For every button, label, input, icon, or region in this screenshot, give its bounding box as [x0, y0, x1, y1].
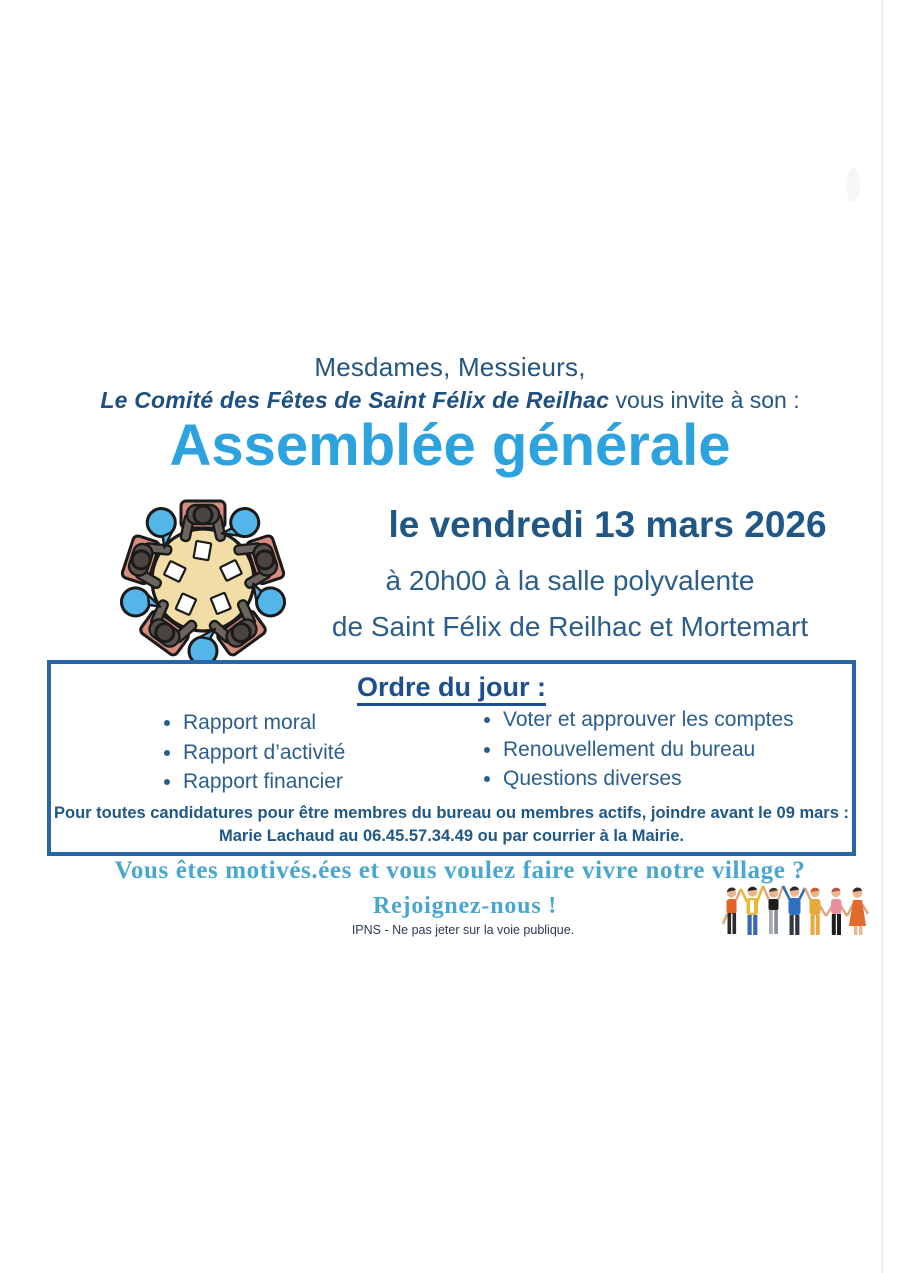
agenda-heading	[51, 672, 852, 703]
agenda-list-left	[161, 708, 345, 797]
people-group-icon	[720, 872, 872, 948]
tagline-question: Vous êtes motivés.ées et vous voulez faire vivre notre village ?	[114, 857, 806, 884]
salutation-text: Mesdames, Messieurs,	[314, 352, 586, 382]
person-figure	[826, 888, 847, 935]
invite-suffix: vous invite à son :	[609, 387, 800, 413]
agenda-item: • Questions diverses	[503, 764, 794, 794]
tagline-cta: Rejoignez-nous !	[372, 893, 558, 919]
agenda-item: • Voter et approuver les comptes	[503, 705, 794, 735]
person-figure	[783, 886, 805, 935]
agenda-heading-text: Ordre du jour :	[357, 672, 546, 706]
person-figure	[847, 887, 868, 935]
candidature-note-line1: Pour toutes candidatures pour être membres du bureau ou membres actifs, joindre avant le 09 mars :	[54, 804, 849, 822]
agenda-item: • Renouvellement du bureau	[503, 735, 794, 765]
event-location: de Saint Félix de Reilhac et Mortemart	[331, 611, 809, 642]
agenda-item: • Rapport financier	[183, 767, 345, 797]
person-figure	[723, 888, 741, 934]
meeting-table-icon	[112, 492, 294, 664]
person-figure	[763, 886, 783, 934]
page-title: Assemblée générale	[169, 413, 731, 478]
person-figure	[741, 886, 763, 935]
scan-artifact-line	[881, 0, 883, 1273]
print-notice: IPNS - Ne pas jeter sur la voie publique.	[351, 923, 575, 937]
candidature-note-line2: Marie Lachaud au 06.45.57.34.49 ou par courrier à la Mairie.	[219, 827, 684, 845]
person-figure	[805, 888, 826, 935]
agenda-item: • Rapport d’activité	[183, 738, 345, 768]
agenda-list-right	[481, 705, 794, 794]
scan-artifact-smudge	[846, 168, 860, 202]
event-date: le vendredi 13 mars 2026	[388, 504, 827, 545]
event-time-place: à 20h00 à la salle polyvalente	[385, 565, 755, 596]
agenda-item: • Rapport moral	[183, 708, 345, 738]
organization-name: Le Comité des Fêtes de Saint Félix de Reilhac	[100, 387, 610, 413]
invite-line	[0, 387, 900, 414]
candidature-note	[51, 802, 852, 848]
agenda-box	[47, 660, 856, 856]
